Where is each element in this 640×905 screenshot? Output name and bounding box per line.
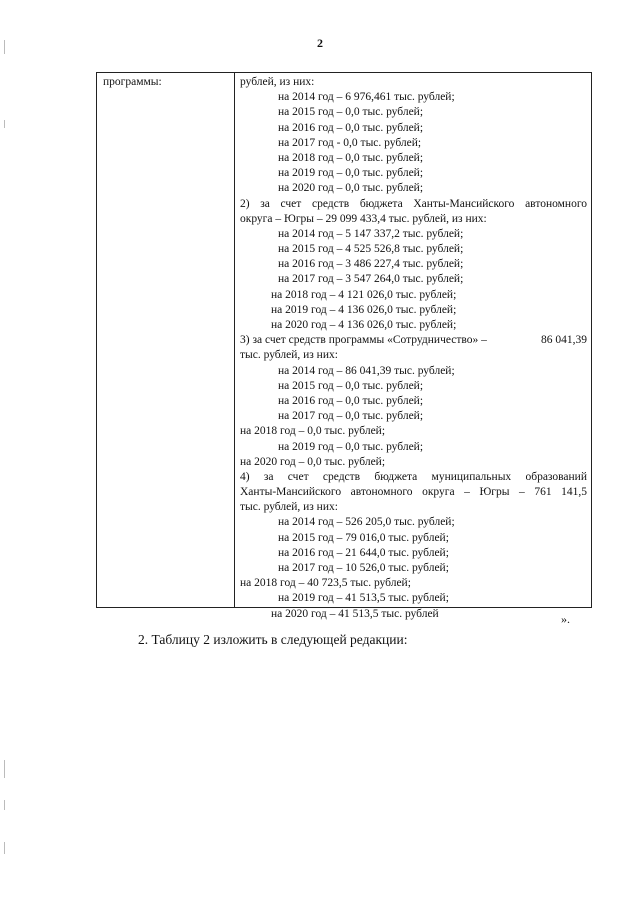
page-number: 2 [317,36,323,50]
table-line: на 2018 год – 40 723,5 тыс. рублей; [240,577,411,590]
scan-edge-marks [2,0,12,905]
table-line: на 2019 год – 4 136 026,0 тыс. рублей; [271,303,457,316]
table-line: на 2014 год – 6 976,461 тыс. рублей; [278,91,455,104]
table-line: на 2019 год – 41 513,5 тыс. рублей; [278,592,449,605]
table-line: на 2015 год – 4 525 526,8 тыс. рублей; [278,243,464,256]
table-line: на 2020 год – 4 136 026,0 тыс. рублей; [271,319,457,331]
table-line: тыс. рублей, из них: [240,349,338,362]
closing-quote: ». [561,612,570,626]
table-line: на 2014 год – 86 041,39 тыс. рублей; [278,364,455,377]
program-table [96,72,592,620]
instruction-text: 2. Таблицу 2 изложить в следующей редакции: [138,632,408,647]
table-line: на 2019 год – 0,0 тыс. рублей; [278,440,424,453]
table-line: на 2015 год – 0,0 тыс. рублей; [278,379,424,392]
table-line: рублей, из них: [240,76,315,88]
table-line: на 2017 год – 10 526,0 тыс. рублей; [278,562,449,574]
table-line-amount: 86 041,39 [541,334,587,347]
table-line: округа – Югры – 29 099 433,4 тыс. рублей, из них: [240,212,487,225]
table-right-cell [235,73,591,620]
table-line: на 2019 год – 0,0 тыс. рублей; [278,167,424,180]
table-line: на 2016 год – 3 486 227,4 тыс. рублей; [278,258,464,271]
table-line: на 2017 год – 3 547 264,0 тыс. рублей; [278,273,464,286]
table-line: на 2016 год – 21 644,0 тыс. рублей; [278,546,449,559]
table-line: на 2016 год – 0,0 тыс. рублей; [278,394,424,407]
table-line: Ханты-Мансийского автономного округа – Югры – 761 141,5 [240,486,587,499]
table-line: 4) за счет средств бюджета муниципальных образований [240,470,587,483]
table-line: на 2020 год – 0,0 тыс. рублей; [278,182,424,195]
table-line: на 2018 год – 4 121 026,0 тыс. рублей; [271,288,457,301]
table-line: на 2017 год - 0,0 тыс. рублей; [278,136,422,149]
table-line: на 2018 год – 0,0 тыс. рублей; [240,425,386,438]
table-line [240,333,587,348]
table-line-text: 3) за счет средств программы «Сотрудничество» – [240,334,487,347]
table-line: на 2020 год – 0,0 тыс. рублей; [240,455,386,468]
table-line: на 2015 год – 0,0 тыс. рублей; [278,106,424,119]
table-line: на 2014 год – 5 147 337,2 тыс. рублей; [278,227,464,240]
table-line: на 2015 год – 79 016,0 тыс. рублей; [278,531,449,544]
table-line: на 2014 год – 526 205,0 тыс. рублей; [278,516,455,529]
table-line: на 2018 год – 0,0 тыс. рублей; [278,151,424,164]
table-line: на 2020 год – 41 513,5 тыс. рублей [271,607,439,620]
table-line: на 2017 год – 0,0 тыс. рублей; [278,410,424,423]
table-line: тыс. рублей, из них: [240,501,338,514]
table-line: на 2016 год – 0,0 тыс. рублей; [278,121,424,134]
table-left-cell: программы: [97,73,235,607]
table-line: 2) за счет средств бюджета Ханты-Мансийского автономного [240,197,587,210]
